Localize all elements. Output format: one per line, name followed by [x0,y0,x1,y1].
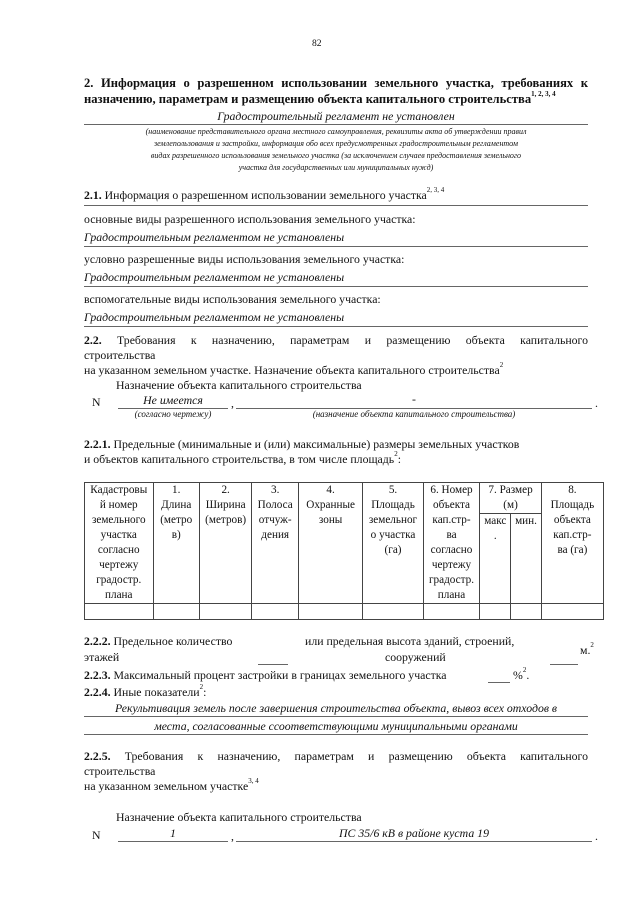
size-subcolumn-divider [510,604,511,619]
s222-unit: м.$^2$ [580,641,594,657]
table-cell [199,604,252,620]
s222-line1-right: или предельная высота зданий, строений, [305,634,515,648]
conditional-uses-value: Градостроительным регламентом не установлены [84,270,345,284]
table-header-row [85,483,604,604]
s222-structures: сооружений [385,650,446,664]
s225-title-line1: 2.2.5. Требования к назначению, параметрам и размещению объекта капитального [84,749,588,763]
height-blank [550,664,578,665]
s22-period: . [595,396,598,410]
col-size-min: мин. [515,515,537,527]
s224-text: 2.2.4. Иные показатели$^2$: [84,683,207,699]
s221-title-line2: и объектов капитального строительства, в том числе площадь$^2$: [84,450,401,466]
col-size: 7. Размер (м) макс . мин. [480,483,542,604]
s22-title-line3: на указанном земельном участке. Назначение объекта капитального строительства$^2$ [84,361,504,377]
s225-purpose-label: Назначение объекта капитального строительства [116,810,362,824]
section-title-line1: 2. Информация о разрешенном использовании земельного участка, требованиях к [84,76,588,90]
table-cell [423,604,480,620]
col-alienation-strip: 3. Полоса отчуж- дения [252,483,299,604]
col-object-area: 8. Площадь объекта кап.стр- ва (га) [541,483,603,604]
page-number: 82 [312,38,322,49]
s22-comma: , [231,396,234,410]
coverage-blank [488,682,510,683]
col-length: 1. Длина (метро в) [153,483,199,604]
col-cadastral: Кадастровы й номер земельного участка согласно чертежу градостр. плана [85,483,154,604]
section-title-line2: назначению, параметрам и размещению объекта капитального строительства$^{1, 2, 3, 4}$ [84,90,556,106]
s221-title-line1: 2.2.1. Предельные (минимальные и (или) максимальные) размеры земельных участков [84,437,520,451]
s22-n-label: N [92,395,101,409]
table-cell [298,604,362,620]
divider [84,286,588,287]
s22-n-value: Не имеется [143,393,203,407]
col-plot-area: 5. Площадь земельног о участка (га) [363,483,423,604]
divider [84,734,588,735]
s22-purpose-caption: (назначение объекта капитального строительства) [312,409,516,419]
floors-blank [258,664,288,665]
conditional-uses-label: условно разрешенные виды использования земельного участка: [84,252,405,266]
s224-value-line1: Рекультивация земель после завершения строительства объекта, вывоз всех отходов в [114,701,558,715]
regulation-status: Градостроительный регламент не установлен [217,109,455,123]
s22-purpose-label: Назначение объекта капитального строительства [116,378,362,392]
table-cell [153,604,199,620]
table-cell [363,604,423,620]
col-width: 2. Ширина (метров) [199,483,252,604]
table-cell [541,604,603,620]
divider [118,841,228,842]
regulation-note: (наименование представительного органа местного самоуправления, реквизиты акта об утверждении правил землепользования и застройки, информация обо всех предусмотренных градостроительным регламентом видах разрешенного использования земельного участка (за исключением случаев предоставления земельного участка для государственных или муниципальных нужд) [145,127,527,172]
s225-n-label: N [92,828,101,842]
s225-purpose-value: ПС 35/6 кВ в районе куста 19 [339,826,489,840]
s22-title-line1: 2.2. Требования к назначению, параметрам и размещению объекта капитального [84,333,588,347]
s21-title: 2.1. Информация о разрешенном использовании земельного участка$^{2, 3, 4}$ [84,186,445,202]
s225-comma: , [231,829,234,843]
divider [84,205,588,206]
dimensions-table [84,482,604,620]
basic-uses-label: основные виды разрешенного использования земельного участка: [84,212,416,226]
table-cell [85,604,154,620]
s225-period: . [595,829,598,843]
s22-purpose-value: - [412,392,416,406]
divider [84,326,588,327]
s223-unit: %$^2$. [513,666,530,682]
s223-text: 2.2.3. Максимальный процент застройки в границах земельного участка [84,668,447,682]
s225-title-line3: на указанном земельном участке$^{3, 4}$ [84,777,259,793]
table-cell [252,604,299,620]
divider [84,246,588,247]
col-size-max: макс . [484,515,507,542]
col-object-number: 6. Номер объекта кап.стр- ва согласно чертежу градостр. плана [423,483,480,604]
col-protection-zones: 4. Охранные зоны [298,483,362,604]
divider [84,124,588,125]
s22-n-caption: (согласно чертежу) [134,409,212,419]
s225-title-line2: строительства [84,764,156,778]
s225-n-value: 1 [170,826,176,840]
s222-floors: этажей [84,650,120,664]
s222-line1-left: 2.2.2. Предельное количество [84,634,233,648]
table-cell [480,604,542,620]
basic-uses-value: Градостроительным регламентом не установлены [84,230,345,244]
divider [84,716,588,717]
s224-value-line2: места, согласованные ссоответствующими муниципальными органами [154,719,518,733]
s22-title-line2: строительства [84,348,156,362]
divider [236,841,592,842]
auxiliary-uses-label: вспомогательные виды использования земельного участка: [84,292,381,306]
auxiliary-uses-value: Градостроительным регламентом не установлены [84,310,345,324]
table-row [85,604,604,620]
